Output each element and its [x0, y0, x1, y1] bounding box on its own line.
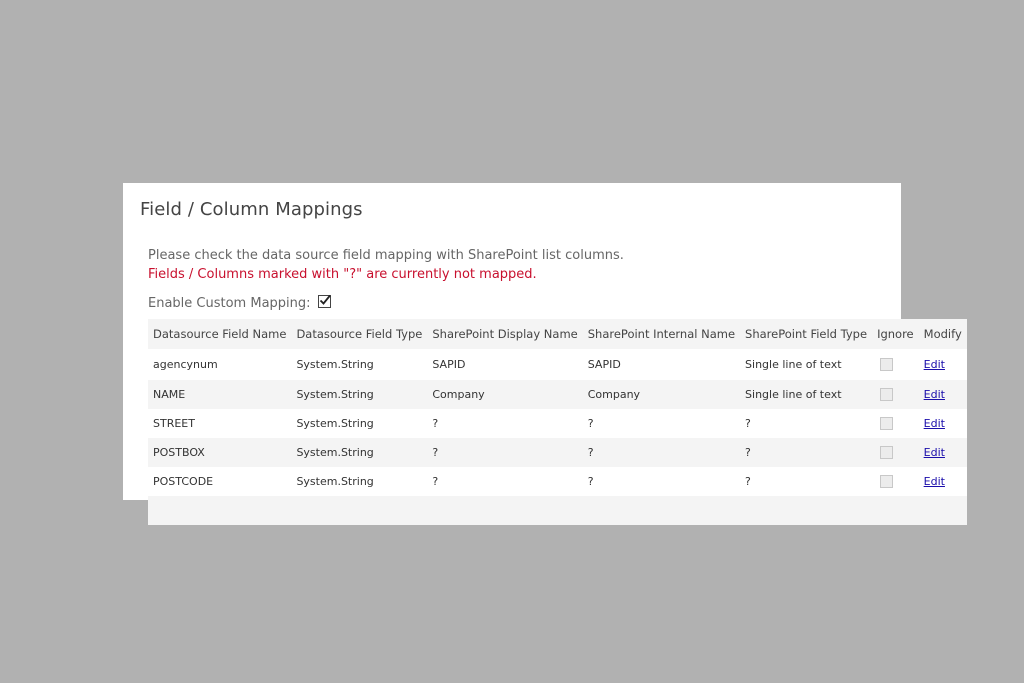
- cell-ignore: [872, 438, 919, 467]
- cell-sp-field-type: ?: [740, 409, 872, 438]
- cell-modify: [919, 467, 967, 496]
- edit-link[interactable]: Edit: [923, 388, 945, 401]
- header-modify: Modify: [919, 319, 967, 349]
- cell-field-name: NAME: [148, 380, 291, 409]
- cell-display-name: SAPID: [427, 349, 582, 380]
- unmapped-warning: Fields / Columns marked with "?" are currently not mapped.: [148, 267, 537, 282]
- cell-display-name: ?: [427, 467, 582, 496]
- cell-modify: [919, 380, 967, 409]
- header-sharepoint-display-name: SharePoint Display Name: [427, 319, 582, 349]
- cell-modify: [919, 409, 967, 438]
- custom-mapping-checkbox[interactable]: [318, 295, 331, 308]
- cell-field-name: POSTBOX: [148, 438, 291, 467]
- cell-field-name: STREET: [148, 409, 291, 438]
- ignore-checkbox[interactable]: [880, 417, 893, 430]
- cell-sp-field-type: ?: [740, 467, 872, 496]
- intro-line: Please check the data source field mapping with SharePoint list columns.: [148, 248, 624, 263]
- cell-field-name: agencynum: [148, 349, 291, 380]
- header-sharepoint-internal-name: SharePoint Internal Name: [583, 319, 740, 349]
- table-row: [148, 380, 967, 409]
- mapping-table: [148, 319, 967, 525]
- table-row: [148, 496, 967, 525]
- cell-field-name: POSTCODE: [148, 467, 291, 496]
- table-row: [148, 409, 967, 438]
- cell-internal-name: ?: [583, 409, 740, 438]
- cell-field-type: System.String: [291, 438, 427, 467]
- field-mappings-panel: [123, 183, 962, 500]
- header-sharepoint-field-type: SharePoint Field Type: [740, 319, 872, 349]
- cell-modify: [919, 349, 967, 380]
- cell-ignore: [872, 409, 919, 438]
- edit-link[interactable]: Edit: [923, 417, 945, 430]
- custom-mapping-label: Enable Custom Mapping:: [148, 296, 311, 311]
- checkmark-icon: [318, 293, 332, 307]
- cell-internal-name: Company: [583, 380, 740, 409]
- cell-ignore: [872, 380, 919, 409]
- cell-ignore: [872, 349, 919, 380]
- cell-ignore: [872, 467, 919, 496]
- edit-link[interactable]: Edit: [923, 358, 945, 371]
- cell-display-name: ?: [427, 438, 582, 467]
- header-ignore: Ignore: [872, 319, 919, 349]
- cell-display-name: Company: [427, 380, 582, 409]
- edit-link[interactable]: Edit: [923, 475, 945, 488]
- cell-modify: [919, 438, 967, 467]
- cell-display-name: ?: [427, 409, 582, 438]
- header-datasource-field-name: Datasource Field Name: [148, 319, 291, 349]
- cell-sp-field-type: Single line of text: [740, 349, 872, 380]
- cell-internal-name: ?: [583, 438, 740, 467]
- cell-sp-field-type: Single line of text: [740, 380, 872, 409]
- cell-field-type: System.String: [291, 380, 427, 409]
- panel-title: Field / Column Mappings: [140, 199, 363, 220]
- cell-internal-name: ?: [583, 467, 740, 496]
- custom-mapping-row: [148, 296, 331, 311]
- ignore-checkbox[interactable]: [880, 475, 893, 488]
- edit-link[interactable]: Edit: [923, 446, 945, 459]
- cell-field-type: System.String: [291, 349, 427, 380]
- ignore-checkbox[interactable]: [880, 358, 893, 371]
- cell-internal-name: SAPID: [583, 349, 740, 380]
- table-row: [148, 438, 967, 467]
- cell-field-type: System.String: [291, 409, 427, 438]
- cell-sp-field-type: ?: [740, 438, 872, 467]
- ignore-checkbox[interactable]: [880, 446, 893, 459]
- cell-field-type: System.String: [291, 467, 427, 496]
- table-row: [148, 349, 967, 380]
- table-header-row: [148, 319, 967, 349]
- cell-partial-row: [148, 496, 967, 525]
- ignore-checkbox[interactable]: [880, 388, 893, 401]
- header-datasource-field-type: Datasource Field Type: [291, 319, 427, 349]
- intro-text: [148, 246, 624, 284]
- table-row: [148, 467, 967, 496]
